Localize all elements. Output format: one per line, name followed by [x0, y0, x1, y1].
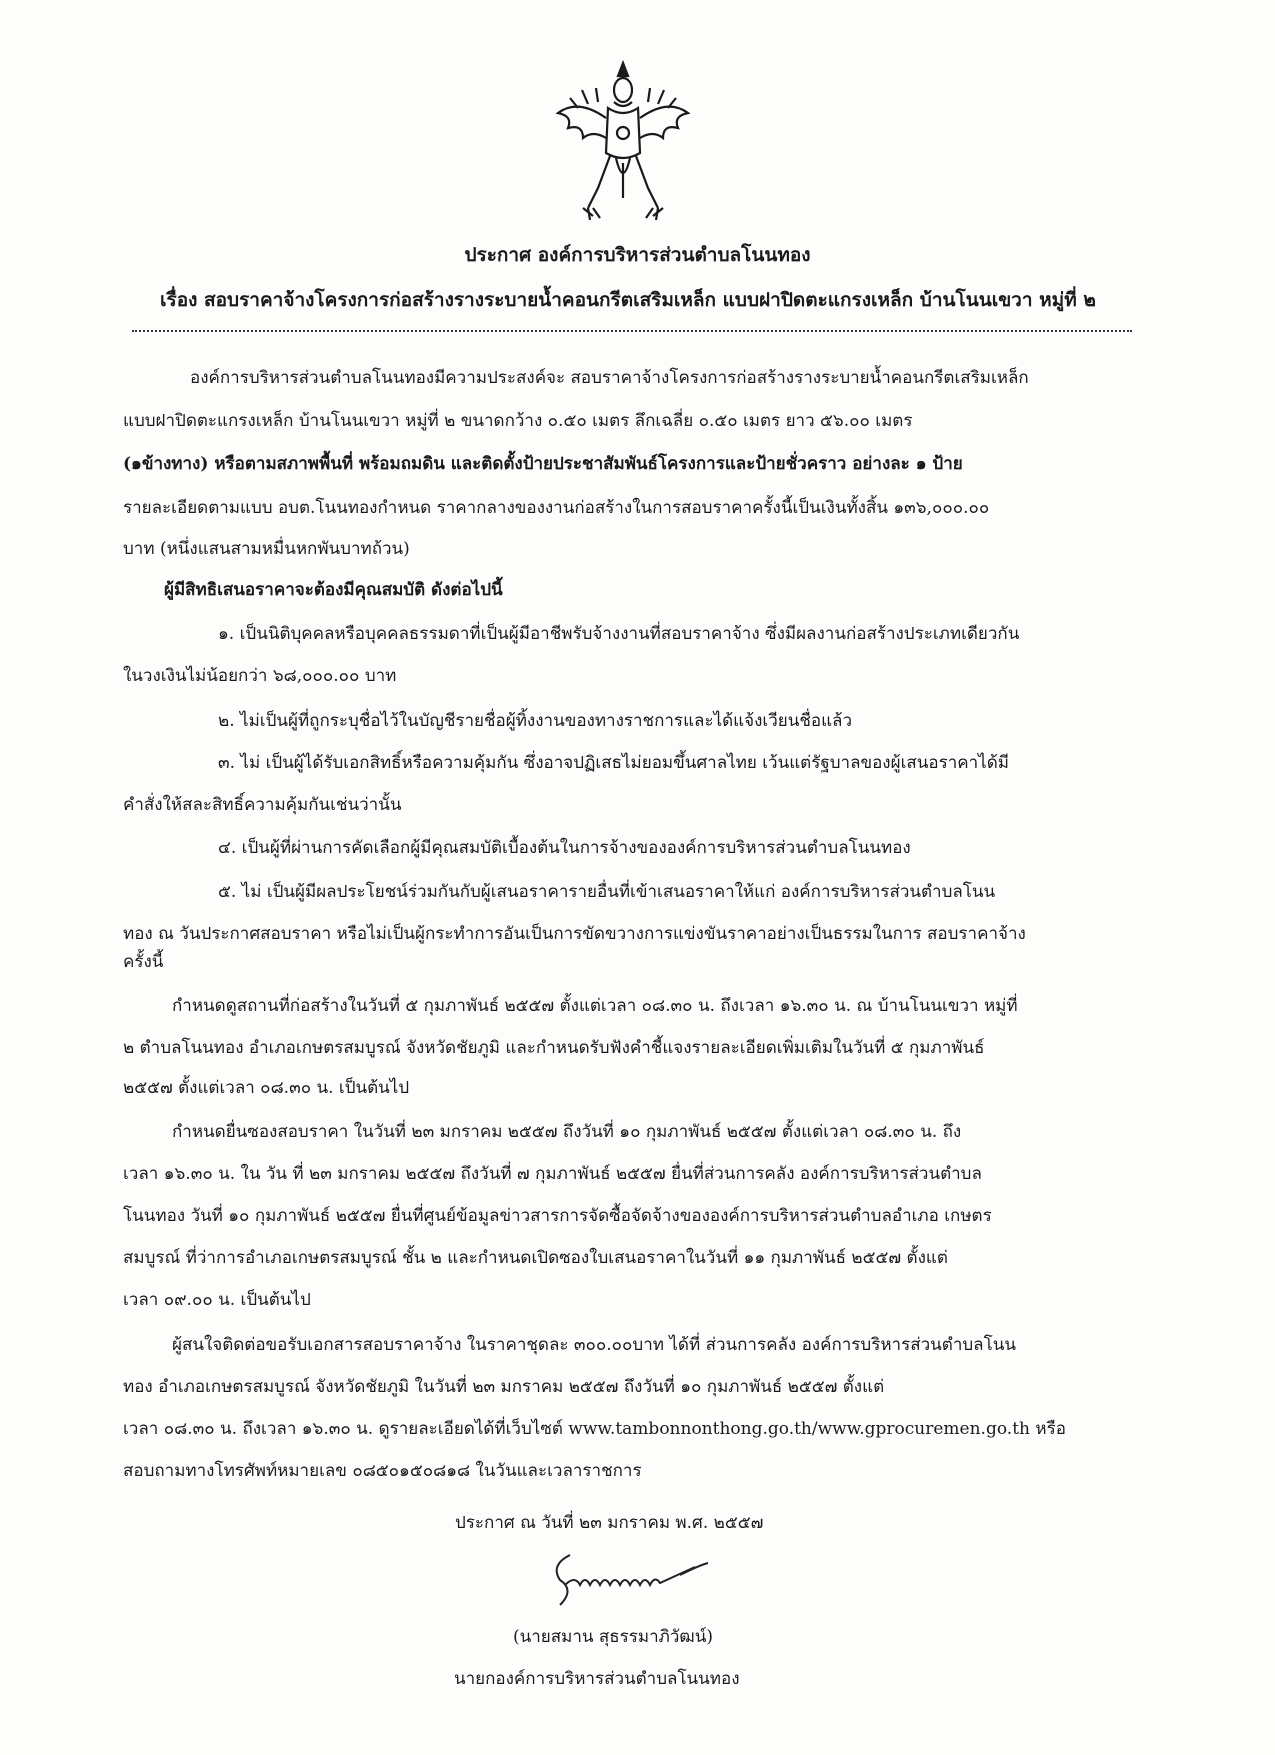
body-line: ๒๕๕๗ ตั้งแต่เวลา ๐๘.๓๐ น. เป็นต้นไป: [123, 1078, 410, 1098]
body-line: สมบูรณ์ ที่ว่าการอำเภอเกษตรสมบูรณ์ ชั้น ๒ และกำหนดเปิดซองใบเสนอราคาในวันที่ ๑๑ กุมภาพันธ์ ๒๕๕๗ ตั้งแต่: [123, 1248, 948, 1268]
signer-title: นายกองค์การบริหารส่วนตำบลโนนทอง: [454, 1669, 740, 1689]
body-line: เวลา ๑๖.๓๐ น. ใน วัน ที่ ๒๓ มกราคม ๒๕๕๗ ถึงวันที่ ๗ กุมภาพันธ์ ๒๕๕๗ ยื่นที่ส่วนการคลัง องค์การบริหารส่วนตำบล: [123, 1164, 982, 1184]
body-line: เวลา ๐๘.๓๐ น. ถึงเวลา ๑๖.๓๐ น. ดูรายละเอียดได้ที่เว็บไซต์ www.tambonnonthong.go.th/www.gprocuremen.go.th หรือ: [123, 1419, 1066, 1439]
handwritten-signature-icon: [530, 1535, 720, 1615]
body-line: องค์การบริหารส่วนตำบลโนนทองมีความประสงค์จะ สอบราคาจ้างโครงการก่อสร้างรางระบายน้ำคอนกรีตเสริมเหล็ก: [190, 368, 1029, 388]
document-subject: เรื่อง สอบราคาจ้างโครงการก่อสร้างรางระบายน้ำคอนกรีตเสริมเหล็ก แบบฝาปิดตะแกรงเหล็ก บ้านโนนเขวา หมู่ที่ ๒: [160, 289, 1096, 311]
body-line: ทอง อำเภอเกษตรสมบูรณ์ จังหวัดชัยภูมิ ในวันที่ ๒๓ มกราคม ๒๕๕๗ ถึงวันที่ ๑๐ กุมภาพันธ์ ๒๕๕๗ ตั้งแต่: [123, 1377, 885, 1397]
body-line: เวลา ๐๙.๐๐ น. เป็นต้นไป: [123, 1290, 311, 1310]
announcement-date: ประกาศ ณ วันที่ ๒๓ มกราคม พ.ศ. ๒๕๕๗: [455, 1513, 764, 1533]
body-line: ทอง ณ วันประกาศสอบราคา หรือไม่เป็นผู้กระทำการอันเป็นการขัดขวางการแข่งขันราคาอย่างเป็นธรรมในการ สอบราคาจ้าง: [123, 924, 1026, 944]
dotted-divider: [132, 330, 1132, 332]
body-line: ๕. ไม่ เป็นผู้มีผลประโยชน์ร่วมกันกับผู้เสนอราคารายอื่นที่เข้าเสนอราคาให้แก่ องค์การบริหารส่วนตำบลโนน: [218, 882, 996, 902]
body-line: ในวงเงินไม่น้อยกว่า ๖๘,๐๐๐.๐๐ บาท: [123, 666, 397, 686]
body-line: ๑. เป็นนิติบุคคลหรือบุคคลธรรมดาที่เป็นผู้มีอาชีพรับจ้างงานที่สอบราคาจ้าง ซึ่งมีผลงานก่อสร้างประเภทเดียวกัน: [218, 624, 1020, 644]
body-line: คำสั่งให้สละสิทธิ์ความคุ้มกันเช่นว่านั้น: [123, 795, 402, 815]
garuda-emblem-icon: [548, 58, 698, 228]
body-line: ผู้มีสิทธิเสนอราคาจะต้องมีคุณสมบัติ ดังต่อไปนี้: [164, 580, 503, 600]
body-line: บาท (หนึ่งแสนสามหมื่นหกพันบาทถ้วน): [123, 539, 410, 559]
body-line: โนนทอง วันที่ ๑๐ กุมภาพันธ์ ๒๕๕๗ ยื่นที่ศูนย์ข้อมูลข่าวสารการจัดซื้อจัดจ้างขององค์การบริหารส่วนตำบลอำเภอ เกษตร: [123, 1206, 992, 1226]
body-line: ๒ ตำบลโนนทอง อำเภอเกษตรสมบูรณ์ จังหวัดชัยภูมิ และกำหนดรับฟังคำชี้แจงรายละเอียดเพิ่มเติมในวันที่ ๕ กุมภาพันธ์: [123, 1038, 985, 1058]
body-line: รายละเอียดตามแบบ อบต.โนนทองกำหนด ราคากลางของงานก่อสร้างในการสอบราคาครั้งนี้เป็นเงินทั้งสิ้น ๑๓๖,๐๐๐.๐๐: [123, 498, 990, 518]
body-line: ๒. ไม่เป็นผู้ที่ถูกระบุชื่อไว้ในบัญชีรายชื่อผู้ทิ้งงานของทางราชการและได้แจ้งเวียนชื่อแล้ว: [218, 711, 852, 731]
body-line: แบบฝาปิดตะแกรงเหล็ก บ้านโนนเขวา หมู่ที่ ๒ ขนาดกว้าง ๐.๕๐ เมตร ลึกเฉลี่ย ๐.๕๐ เมตร ยาว ๕๖.๐๐ เมตร: [123, 411, 913, 431]
body-line: ๔. เป็นผู้ที่ผ่านการคัดเลือกผู้มีคุณสมบัติเบื้องต้นในการจ้างขององค์การบริหารส่วนตำบลโนนทอง: [218, 838, 911, 858]
body-line: (๑ข้างทาง) หรือตามสภาพพื้นที่ พร้อมถมดิน และติดตั้งป้ายประชาสัมพันธ์โครงการและป้ายชั่วคราว อย่างละ ๑ ป้าย: [123, 454, 963, 474]
body-line: กำหนดยื่นซองสอบราคา ในวันที่ ๒๓ มกราคม ๒๕๕๗ ถึงวันที่ ๑๐ กุมภาพันธ์ ๒๕๕๗ ตั้งแต่เวลา ๐๘.๓๐ น. ถึง: [172, 1122, 962, 1142]
body-line: ครั้งนี้: [123, 952, 164, 972]
signer-name: (นายสมาน สุธรรมาภิวัฒน์): [513, 1627, 714, 1647]
body-line: ผู้สนใจติดต่อขอรับเอกสารสอบราคาจ้าง ในราคาชุดละ ๓๐๐.๐๐บาท ได้ที่ ส่วนการคลัง องค์การบริหารส่วนตำบลโนน: [172, 1335, 1016, 1355]
body-line: สอบถามทางโทรศัพท์หมายเลข ๐๘๕๐๑๕๐๘๑๘ ในวันและเวลาราชการ: [123, 1461, 642, 1481]
body-line: กำหนดดูสถานที่ก่อสร้างในวันที่ ๕ กุมภาพันธ์ ๒๕๕๗ ตั้งแต่เวลา ๐๘.๓๐ น. ถึงเวลา ๑๖.๓๐ น. ณ บ้านโนนเขวา หมู่ที่: [172, 996, 1018, 1016]
document-title: ประกาศ องค์การบริหารส่วนตำบลโนนทอง: [464, 244, 811, 266]
body-line: ๓. ไม่ เป็นผู้ได้รับเอกสิทธิ์หรือความคุ้มกัน ซึ่งอาจปฏิเสธไม่ยอมขึ้นศาลไทย เว้นแต่รัฐบาลของผู้เสนอราคาได้มี: [218, 753, 1009, 773]
